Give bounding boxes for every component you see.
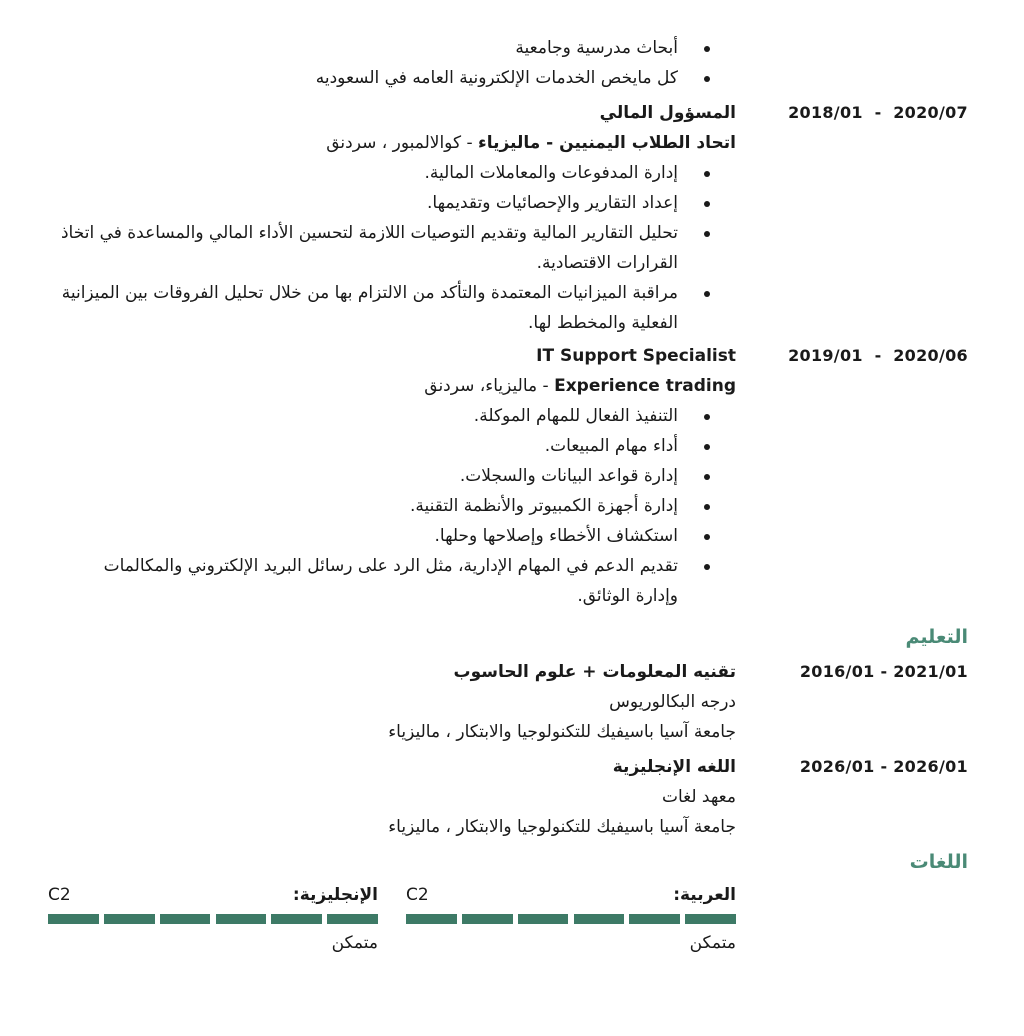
proficiency-segment — [48, 914, 99, 924]
education-date: 2016/01 - 2021/01 — [799, 662, 968, 681]
list-item: أداء مهام المبيعات. — [96, 431, 736, 461]
list-item: إدارة أجهزة الكمبيوتر والأنظمة التقنية. — [96, 491, 736, 521]
proficiency-segment — [104, 914, 155, 924]
proficiency-segment — [518, 914, 569, 924]
language-proficiency-label: متمكن — [689, 933, 736, 953]
section-title-education: التعليم — [905, 626, 968, 648]
list-item: مراقبة الميزانيات المعتمدة والتأكد من الالتزام بها من خلال تحليل الفروقات بين الميزانية الفعلية والمخطط لها. — [46, 278, 736, 338]
experience-date: 2019/01 - 2020/06 — [788, 346, 968, 365]
proficiency-segment — [271, 914, 322, 924]
proficiency-segment — [216, 914, 267, 924]
education-date: 2026/01 - 2026/01 — [799, 757, 968, 776]
previous-bullets — [316, 33, 736, 93]
language-proficiency-label: متمكن — [331, 933, 378, 953]
proficiency-segment — [685, 914, 736, 924]
list-item: استكشاف الأخطاء وإصلاحها وحلها. — [96, 521, 736, 551]
language-proficiency-bar — [48, 914, 378, 924]
employer-name: Experience trading — [554, 376, 736, 396]
education-level: معهد لغات — [661, 787, 736, 807]
education-school: جامعة آسيا باسيفيك للتكنولوجيا والابتكار ، ماليزياء — [388, 722, 736, 742]
employer-line: Experience trading - ماليزياء، سردنق — [424, 376, 736, 396]
proficiency-segment — [327, 914, 378, 924]
job-bullets — [96, 401, 736, 611]
list-item: تقديم الدعم في المهام الإدارية، مثل الرد على رسائل البريد الإلكتروني والمكالمات وإدارة الوثائق. — [96, 551, 736, 611]
list-item: إعداد التقارير والإحصائيات وتقديمها. — [46, 188, 736, 218]
proficiency-segment — [406, 914, 457, 924]
list-item: إدارة قواعد البيانات والسجلات. — [96, 461, 736, 491]
employer-location: كوالالمبور ، سردنق — [326, 133, 462, 153]
job-bullets — [46, 158, 736, 338]
list-item: أبحاث مدرسية وجامعية — [316, 33, 736, 63]
education-school: جامعة آسيا باسيفيك للتكنولوجيا والابتكار ، ماليزياء — [388, 817, 736, 837]
education-degree: تقنيه المعلومات + علوم الحاسوب — [453, 662, 736, 682]
list-item: التنفيذ الفعال للمهام الموكلة. — [96, 401, 736, 431]
employer-name: اتحاد الطلاب اليمنيين - ماليزياء — [478, 133, 736, 153]
language-name: العربية: — [673, 885, 736, 905]
job-title: المسؤول المالي — [599, 103, 736, 123]
proficiency-segment — [160, 914, 211, 924]
language-name: الإنجليزية: — [292, 885, 378, 905]
education-level: درجه البكالوريوس — [609, 692, 736, 712]
job-title: IT Support Specialist — [536, 346, 736, 366]
language-proficiency-bar — [406, 914, 736, 924]
experience-date: 2018/01 - 2020/07 — [788, 103, 968, 122]
employer-line: اتحاد الطلاب اليمنيين - ماليزياء - كوالالمبور ، سردنق — [326, 133, 736, 153]
list-item: تحليل التقارير المالية وتقديم التوصيات اللازمة لتحسين الأداء المالي والمساعدة في اتخاذ القرارات الاقتصادية. — [46, 218, 736, 278]
employer-location: ماليزياء، سردنق — [424, 376, 538, 396]
proficiency-segment — [574, 914, 625, 924]
section-title-languages: اللغات — [909, 851, 968, 873]
education-degree: اللغه الإنجليزية — [612, 757, 736, 777]
list-item: إدارة المدفوعات والمعاملات المالية. — [46, 158, 736, 188]
proficiency-segment — [462, 914, 513, 924]
language-level: C2 — [406, 885, 429, 905]
proficiency-segment — [629, 914, 680, 924]
list-item: كل مايخص الخدمات الإلكترونية العامه في السعوديه — [316, 63, 736, 93]
language-level: C2 — [48, 885, 71, 905]
